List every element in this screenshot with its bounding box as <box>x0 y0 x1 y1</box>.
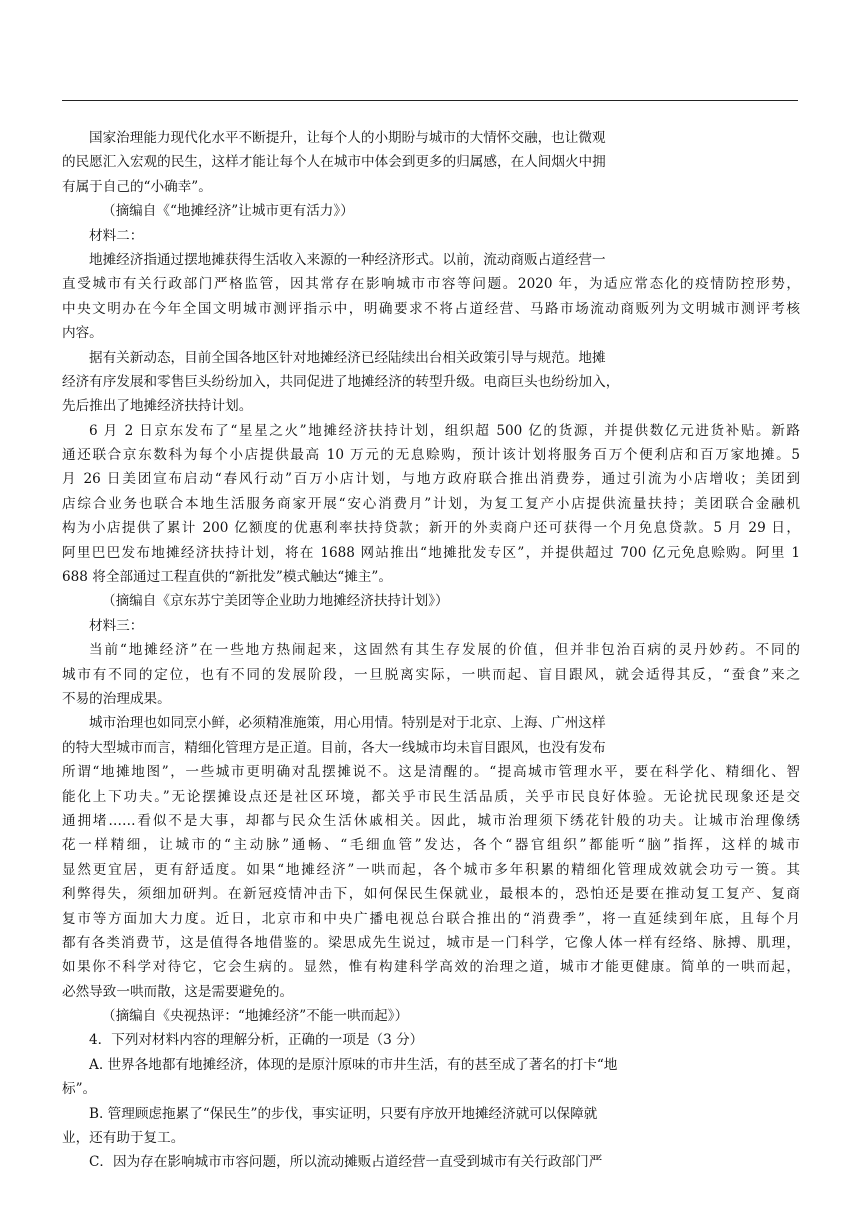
text-line: 阿里巴巴发布地摊经济扶持计划，将在 1688 网站推出“地摊批发专区”，并提供超过 700 亿元免息赊购。阿里 1 <box>62 544 800 561</box>
text-line: 所谓“地摊地图”，一些城市更明确对乱摆摊说不。这是清醒的。“提高城市管理水平，要在科学化、精细化、智 <box>62 764 800 781</box>
text-line: 如果你不科学对待它，它会生病的。显然，惟有构建科学高效的治理之道，城市才能更健康。简单的一哄而起， <box>62 959 800 976</box>
header-rule <box>62 100 798 101</box>
text-line: 中央文明办在今年全国文明城市测评指示中，明确要求不将占道经营、马路市场流动商贩列为文明城市测评考核 <box>62 300 800 317</box>
source-citation: （摘编自《京东苏宁美团等企业助力地摊经济扶持计划》） <box>102 593 449 610</box>
option-c: C．因为存在影响城市市容问题，所以流动摊贩占道经营一直受到城市有关行政部门严 <box>89 1154 603 1171</box>
text-line: 经济有序发展和零售巨头纷纷加入，共同促进了地摊经济的转型升级。电商巨头也纷纷加入， <box>62 373 620 390</box>
text-line: 复市等方面加大力度。近日，北京市和中央广播电视总台联合推出的“消费季”，将一直延续到年底，且每个月 <box>62 910 800 927</box>
text-line: 据有关新动态，目前全国各地区针对地摊经济已经陆续出台相关政策引导与规范。地摊 <box>89 349 606 366</box>
source-citation: （摘编自《“地摊经济”让城市更有活力》） <box>102 203 354 220</box>
text-line: 都有各类消费节，这是值得各地借鉴的。梁思成先生说过，城市是一门科学，它像人体一样有经络、脉搏、肌理， <box>62 934 800 951</box>
text-line: 利弊得失，须细加研判。在新冠疫情冲击下，如何保民生保就业，最根本的，恐怕还是要在推动复工复产、复商 <box>62 886 800 903</box>
text-line: 城市有不同的定位，也有不同的发展阶段，一旦脱离实际，一哄而起、盲目跟风，就会适得其反，“蚕食”来之 <box>62 666 800 683</box>
option-b-continued: 业，还有助于复工。 <box>62 1130 185 1147</box>
text-line: 先后推出了地摊经济扶持计划。 <box>62 398 253 415</box>
text-line: 国家治理能力现代化水平不断提升，让每个人的小期盼与城市的大情怀交融，也让微观 <box>89 130 606 146</box>
text-line: 有属于自己的“小确幸”。 <box>62 178 212 195</box>
text-line: 显然更宜居，更有舒适度。如果“地摊经济”一哄而起，各个城市多年积累的精细化管理成效就会功亏一篑。其 <box>62 861 800 878</box>
text-line: 必然导致一哄而散，这是需要避免的。 <box>62 983 294 1000</box>
text-line: 能化上下功夫。”无论摆摊设点还是社区环境，都关乎市民生活品质，关乎市民良好体验。无论扰民现象还是交 <box>62 788 800 805</box>
section-heading: 材料三： <box>89 617 144 634</box>
text-line: 当前“地摊经济”在一些地方热闹起来，这固然有其生存发展的价值，但并非包治百病的灵丹妙药。不同的 <box>89 642 800 659</box>
text-line: 688 将全部通过工程直供的“新批发”模式触达“摊主”。 <box>62 569 392 586</box>
document-body <box>62 126 800 1175</box>
text-line: 构为小店提供了累计 200 亿额度的优惠利率扶持贷款；新开的外卖商户还可获得一个月免息贷款。5 月 29 日， <box>62 520 800 537</box>
text-line: 的特大型城市而言，精细化管理方是正道。目前，各大一线城市均未盲目跟风，也没有发布 <box>62 739 606 756</box>
option-a: A. 世界各地都有地摊经济，体现的是原汁原味的市井生活，有的甚至成了著名的打卡“地 <box>89 1056 618 1073</box>
text-line: 不易的治理成果。 <box>62 690 171 707</box>
text-line: 月 26 日美团宣布启动“春风行动”百万小店计划，与地方政府联合推出消费券，通过引流为小店增收；美团到 <box>62 471 800 488</box>
text-line: 的民愿汇入宏观的民生，这样才能让每个人在城市中体会到更多的归属感，在人间烟火中拥 <box>62 154 606 171</box>
source-citation: （摘编自《央视热评：“地摊经济”不能一哄而起》） <box>102 1008 409 1025</box>
text-line: 内容。 <box>62 325 103 342</box>
text-line: 花一样精细，让城市的“主动脉”通畅、“毛细血管”发达，各个“器官组织”都能听“脑”指挥，这样的城市 <box>62 837 800 854</box>
option-a-continued: 标”。 <box>62 1081 97 1098</box>
text-line: 城市治理也如同烹小鲜，必须精准施策，用心用情。特别是对于北京、上海、广州这样 <box>89 715 606 732</box>
text-line: 地摊经济指通过摆地摊获得生活收入来源的一种经济形式。以前，流动商贩占道经营一 <box>89 251 606 268</box>
text-line: 通还联合京东数科为每个小店提供最高 10 万元的无息赊购，预计该计划将服务百万个便利店和百万家地摊。5 <box>62 447 800 464</box>
question-stem: 4．下列对材料内容的理解分析，正确的一项是（3 分） <box>89 1032 424 1049</box>
text-line: 6 月 2 日京东发布了“星星之火”地摊经济扶持计划，组织超 500 亿的货源，并提供数亿元进货补贴。新路 <box>89 422 800 439</box>
text-line: 通拥堵……看似不是大事，却都与民众生活休戚相关。因此，城市治理须下绣花针般的功夫。让城市治理像绣 <box>62 812 800 829</box>
section-heading: 材料二： <box>89 227 144 244</box>
option-b: B. 管理顾虑拖累了“保民生”的步伐，事实证明，只要有序放开地摊经济就可以保障就 <box>89 1105 598 1122</box>
text-line: 直受城市有关行政部门严格监管，因其常存在影响城市市容等问题。2020 年，为适应常态化的疫情防控形势， <box>62 276 800 293</box>
text-line: 店综合业务也联合本地生活服务商家开展“安心消费月”计划，为复工复产小店提供流量扶持；美团联合金融机 <box>62 495 800 512</box>
